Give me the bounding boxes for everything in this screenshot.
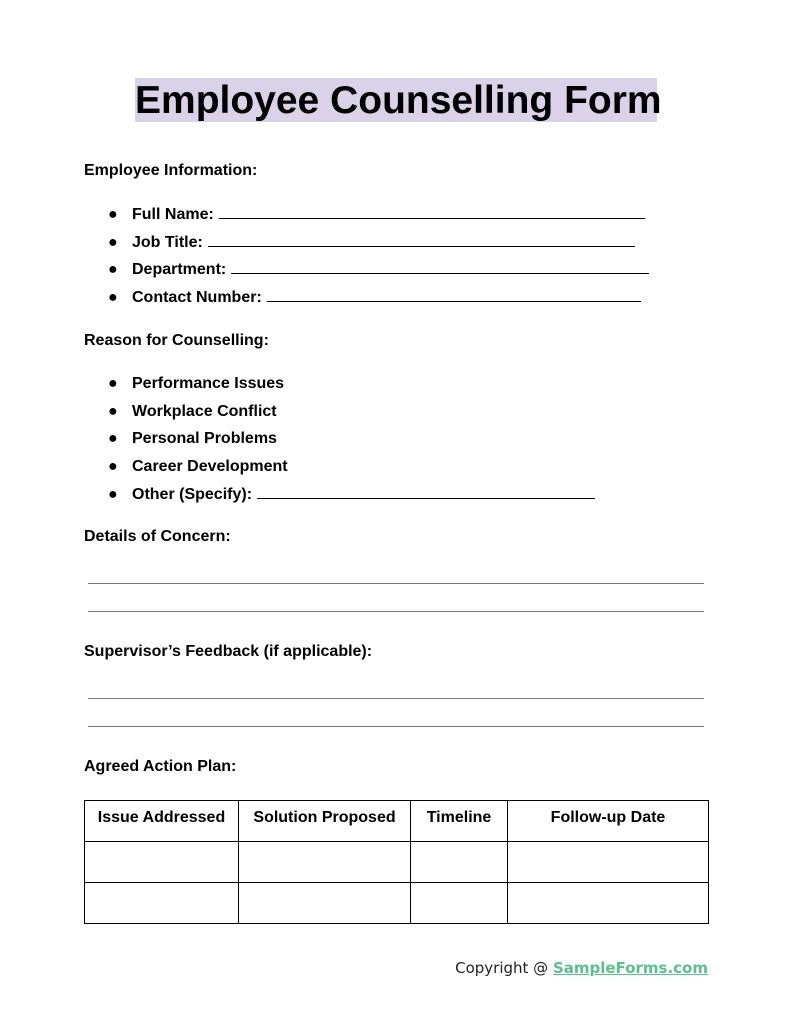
full-name-input[interactable] bbox=[219, 204, 645, 219]
column-header: Issue Addressed bbox=[85, 801, 239, 842]
employee-info-heading: Employee Information: bbox=[84, 162, 258, 179]
table-cell[interactable] bbox=[85, 883, 239, 924]
reason-option[interactable] bbox=[108, 374, 284, 394]
bullet: ● bbox=[108, 234, 118, 251]
table-cell[interactable] bbox=[239, 883, 411, 924]
feedback-line[interactable] bbox=[88, 698, 704, 699]
option-label: Personal Problems bbox=[132, 430, 277, 447]
table-cell[interactable] bbox=[411, 883, 508, 924]
bullet: ● bbox=[108, 486, 118, 503]
bullet: ● bbox=[108, 206, 118, 223]
copyright bbox=[455, 959, 708, 977]
field-label: Department: bbox=[132, 261, 227, 278]
option-label: Workplace Conflict bbox=[132, 403, 277, 420]
action-plan-table bbox=[84, 800, 709, 924]
job-title-input[interactable] bbox=[208, 232, 635, 247]
details-line[interactable] bbox=[88, 583, 704, 584]
reason-option-other[interactable] bbox=[108, 484, 595, 505]
field-full-name bbox=[108, 204, 645, 225]
bullet: ● bbox=[108, 289, 118, 306]
contact-number-input[interactable] bbox=[267, 287, 641, 302]
bullet: ● bbox=[108, 430, 118, 447]
table-cell[interactable] bbox=[411, 842, 508, 883]
reason-option[interactable] bbox=[108, 402, 277, 422]
table-cell[interactable] bbox=[508, 883, 709, 924]
column-header: Solution Proposed bbox=[239, 801, 411, 842]
column-header: Timeline bbox=[411, 801, 508, 842]
field-job-title bbox=[108, 232, 635, 253]
feedback-heading: Supervisor’s Feedback (if applicable): bbox=[84, 643, 373, 660]
option-label: Other (Specify): bbox=[132, 486, 253, 503]
bullet: ● bbox=[108, 458, 118, 475]
details-line[interactable] bbox=[88, 611, 704, 612]
field-label: Contact Number: bbox=[132, 289, 262, 306]
table-cell[interactable] bbox=[239, 842, 411, 883]
action-plan-heading: Agreed Action Plan: bbox=[84, 758, 237, 775]
sampleforms-link[interactable]: SampleForms.com bbox=[552, 959, 708, 977]
reason-option[interactable] bbox=[108, 429, 277, 449]
field-contact-number bbox=[108, 287, 641, 308]
table-cell[interactable] bbox=[85, 842, 239, 883]
table-header-row bbox=[85, 801, 709, 842]
column-header: Follow-up Date bbox=[508, 801, 709, 842]
other-specify-input[interactable] bbox=[257, 484, 595, 499]
reason-option[interactable] bbox=[108, 457, 288, 477]
table-row bbox=[85, 883, 709, 924]
field-label: Full Name: bbox=[132, 206, 214, 223]
table-row bbox=[85, 842, 709, 883]
feedback-line[interactable] bbox=[88, 726, 704, 727]
field-label: Job Title: bbox=[132, 234, 203, 251]
details-heading: Details of Concern: bbox=[84, 528, 231, 545]
table-cell[interactable] bbox=[508, 842, 709, 883]
field-department bbox=[108, 259, 649, 280]
bullet: ● bbox=[108, 375, 118, 392]
department-input[interactable] bbox=[231, 259, 649, 274]
reason-heading: Reason for Counselling: bbox=[84, 332, 269, 349]
option-label: Performance Issues bbox=[132, 375, 285, 392]
page-title: Employee Counselling Form bbox=[135, 79, 662, 122]
option-label: Career Development bbox=[132, 458, 288, 475]
copyright-text: Copyright @ bbox=[455, 959, 553, 977]
bullet: ● bbox=[108, 261, 118, 278]
bullet: ● bbox=[108, 403, 118, 420]
